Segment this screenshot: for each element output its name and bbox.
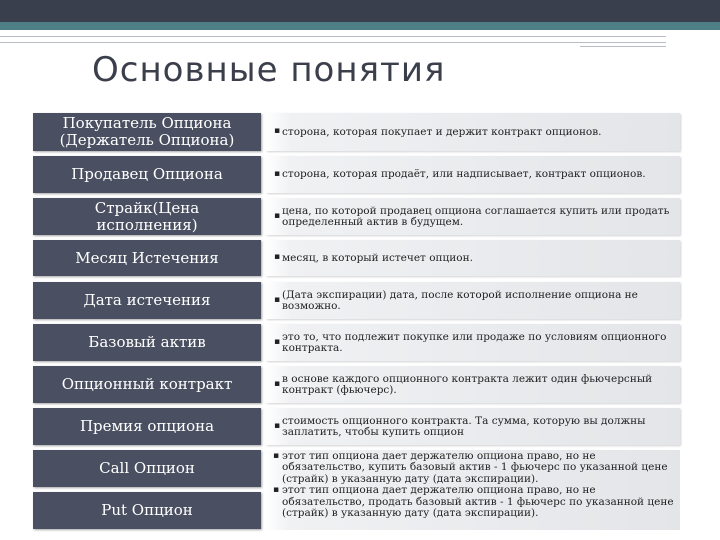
term-label: Покупатель Опциона (Держатель Опциона) <box>33 113 261 151</box>
concept-row <box>33 240 681 276</box>
definition-text: стоимость опционного контракта. Та сумма, которую вы должны заплатить, чтобы купить опцион <box>282 414 646 438</box>
divider-line <box>580 46 666 47</box>
definition-box <box>266 282 680 319</box>
definition-box <box>266 450 680 530</box>
term-label: Call Опцион <box>33 450 261 487</box>
concept-row <box>33 282 681 319</box>
concept-row <box>33 198 681 235</box>
divider-line <box>0 36 666 37</box>
term-label: Базовый актив <box>33 324 261 361</box>
definition-box <box>266 240 680 276</box>
bullet-icon: ▪ <box>274 168 281 179</box>
bullet-icon: ▪ <box>274 420 281 431</box>
concept-row <box>33 408 681 445</box>
concept-row <box>33 366 681 403</box>
concept-row <box>33 156 681 193</box>
bullet-icon: ▪ <box>273 485 280 496</box>
term-label: Put Опцион <box>33 492 261 529</box>
definition-text: сторона, которая продаёт, или надписывает, контракт опционов. <box>282 168 646 180</box>
definition-box <box>266 408 680 445</box>
definition-item <box>273 484 680 520</box>
definition-text: месяц, в который истечет опцион. <box>282 251 473 264</box>
page-title: Основные понятия <box>92 50 446 90</box>
concept-row <box>33 324 681 361</box>
top-accent-stripe <box>0 22 720 30</box>
definition-text: сторона, которая покупает и держит контракт опционов. <box>282 125 602 138</box>
term-label: Месяц Истечения <box>33 240 261 276</box>
term-label: Дата истечения <box>33 282 261 319</box>
definition-item <box>273 450 680 485</box>
term-label: Страйк(Цена исполнения) <box>33 198 261 235</box>
term-label: Продавец Опциона <box>33 156 261 193</box>
definition-box <box>266 113 680 151</box>
definition-text: этот тип опциона дает держателю опциона право, но не обязательство, продать базовый актив - 1 фьючерс по указанной цене (страйк) в указанную дату (дата экспирации). <box>282 484 674 520</box>
definition-text: (Дата экспирации) дата, после которой исполнение опциона не возможно. <box>282 288 638 312</box>
definition-text: это то, что подлежит покупке или продаже по условиям опционного контракта. <box>282 330 667 354</box>
bullet-icon: ▪ <box>274 210 281 221</box>
bullet-icon: ▪ <box>274 378 281 389</box>
bullet-icon: ▪ <box>273 451 280 461</box>
definition-text: цена, по которой продавец опциона соглашается купить или продать определенный актив в будущем. <box>282 204 670 228</box>
definition-box <box>266 198 680 235</box>
definition-box <box>266 366 680 403</box>
bullet-icon: ▪ <box>274 252 281 262</box>
concept-row <box>33 113 681 151</box>
bullet-icon: ▪ <box>274 294 281 305</box>
definition-text: в основе каждого опционного контракта лежит один фьючерсный контракт (фьючерс). <box>282 372 653 396</box>
definition-box <box>266 156 680 193</box>
top-banner <box>0 0 720 22</box>
divider-line <box>0 42 666 43</box>
definition-text: этот тип опциона дает держателю опциона право, но не обязательство, купить базовый актив - 1 фьючерс по указанной цене (страйк) в указанную дату (дата экспирации). <box>282 450 668 485</box>
definition-box <box>266 324 680 361</box>
bullet-icon: ▪ <box>274 336 281 347</box>
term-label: Премия опциона <box>33 408 261 445</box>
bullet-icon: ▪ <box>274 126 281 136</box>
term-label: Опционный контракт <box>33 366 261 403</box>
